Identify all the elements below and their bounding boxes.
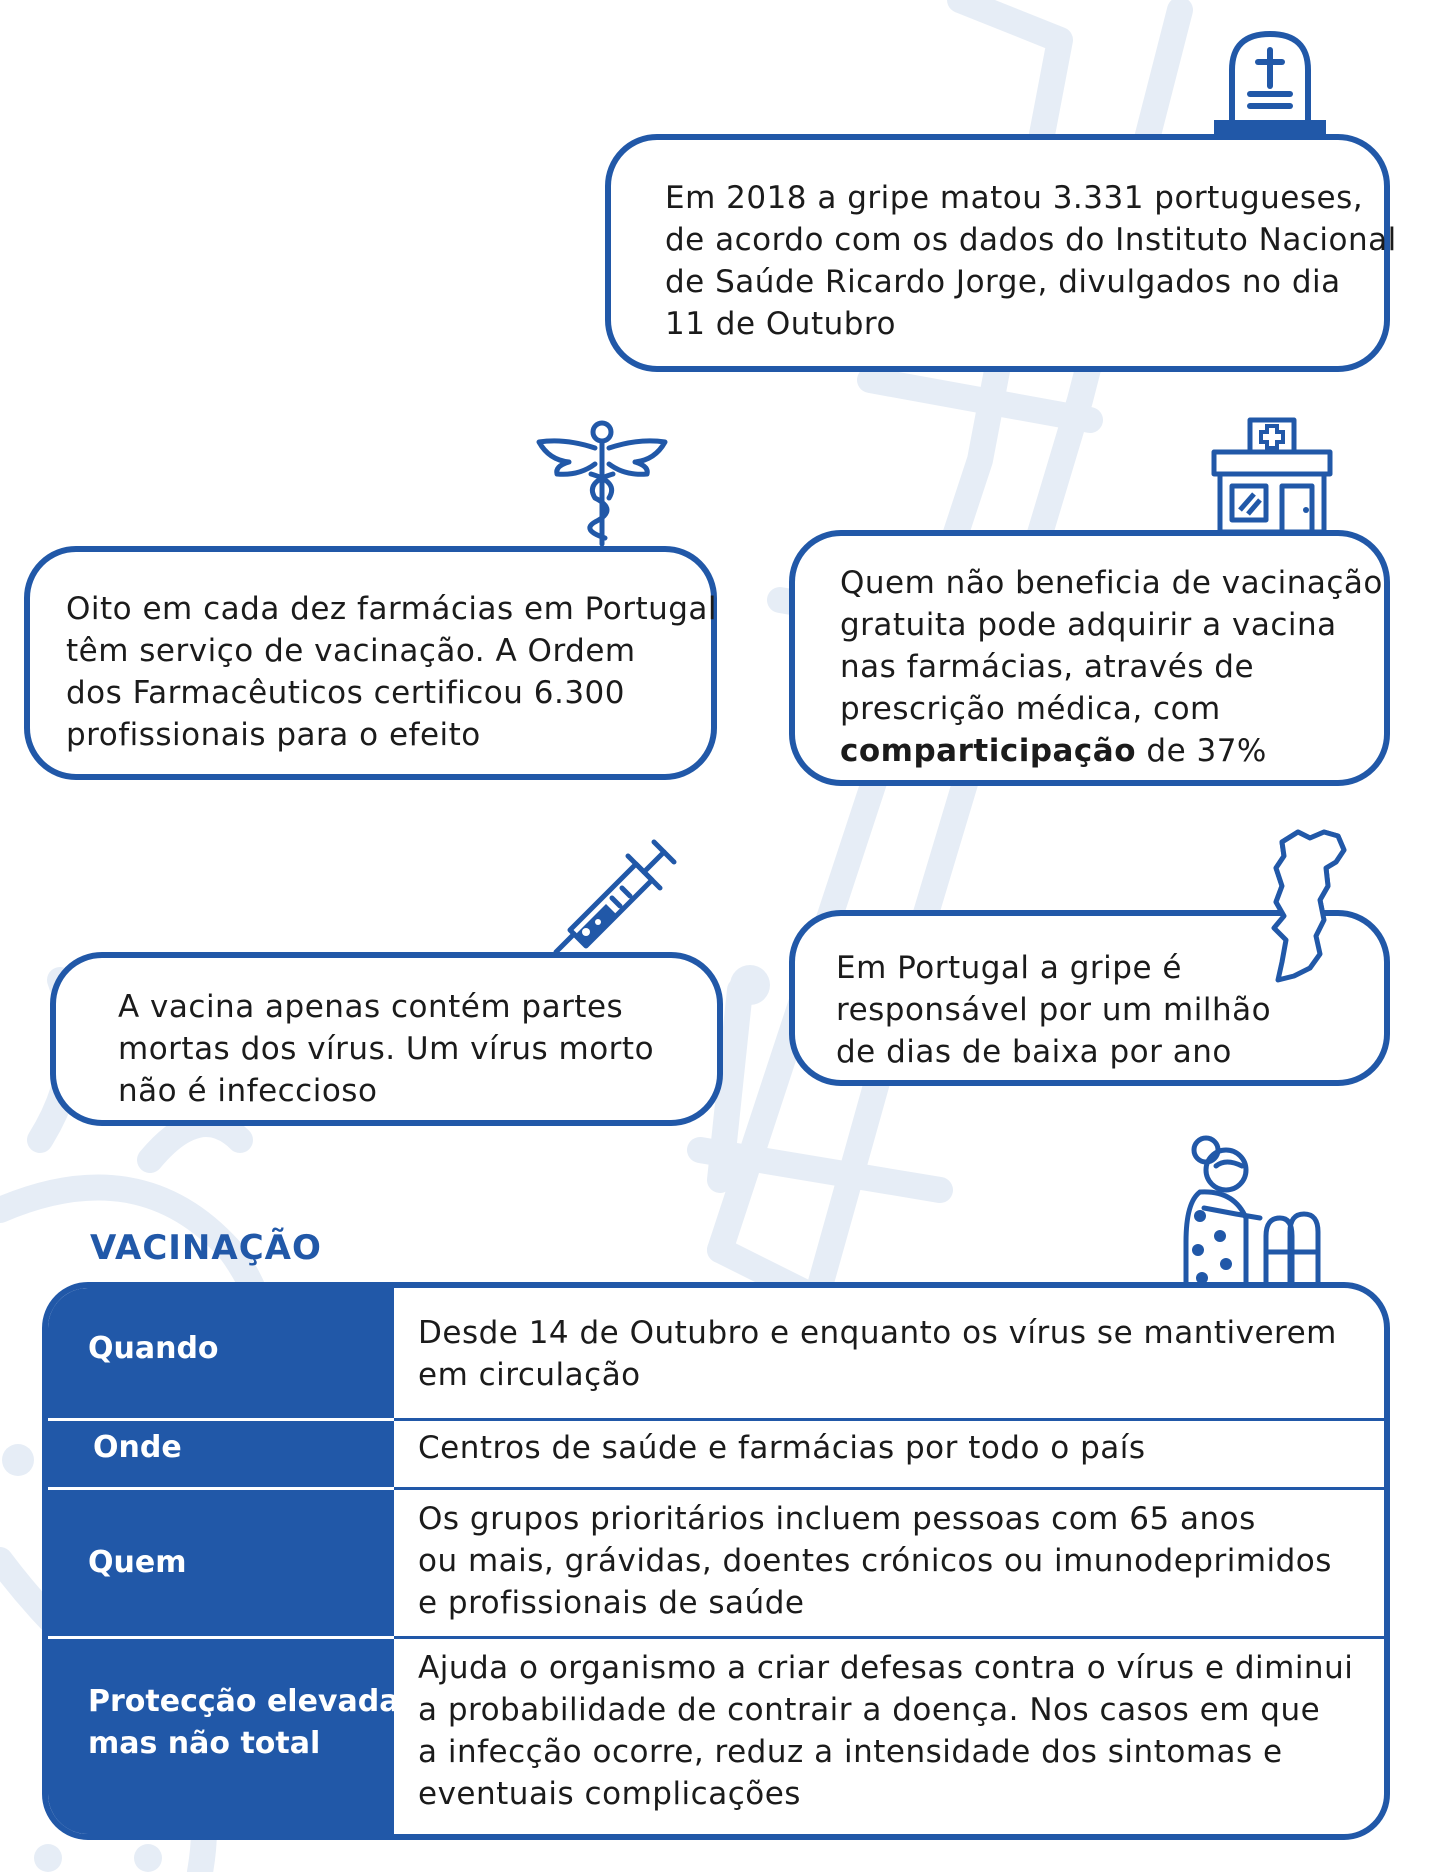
row-value-when [418,1312,1337,1396]
row-label-when [88,1328,219,1370]
syringe-icon [552,826,684,956]
row-value-where [418,1427,1146,1469]
value-line: Ajuda o organismo a criar defesas contra o vírus e diminui [418,1650,1354,1686]
caduceus-icon [535,418,669,548]
row-label-where [93,1427,182,1469]
label-line: Quando [88,1331,219,1366]
card-line: Oito em cada dez farmácias em Portugal [66,591,718,627]
label-line: Protecção elevada [88,1684,400,1719]
row-label-who [88,1542,186,1584]
value-line: Desde 14 de Outubro e enquanto os vírus se mantiverem [418,1315,1337,1351]
card-line: têm serviço de vacinação. A Ordem [66,633,636,669]
card-line: Em Portugal a gripe é [836,950,1182,986]
card-line: Quem não beneficia de vacinação [840,565,1383,601]
card-line: dos Farmacêuticos certificou 6.300 [66,675,625,711]
row-label-protection [88,1681,399,1765]
card-line: 11 de Outubro [665,306,896,342]
label-line: mas não total [88,1726,321,1761]
card-line: A vacina apenas contém partes [118,989,624,1025]
card-line: profissionais para o efeito [66,717,481,753]
value-line: ou mais, grávidas, doentes crónicos ou imunodeprimidos [418,1543,1332,1579]
label-line: Onde [93,1430,182,1465]
card-flu-deaths [605,134,1397,372]
card-line: gratuita pode adquirir a vacina [840,607,1337,643]
card-line: de Saúde Ricardo Jorge, divulgados no dia [665,264,1341,300]
pharmacy-building-icon [1210,416,1334,534]
value-line: eventuais complicações [418,1776,801,1812]
tombstone-icon [1212,28,1328,136]
card-pharmacies [24,546,717,780]
card-line: de dias de baixa por ano [836,1034,1232,1070]
card-purchase-vaccine [789,530,1390,786]
vaccination-table [42,1282,1390,1840]
portugal-map-icon [1266,828,1350,984]
card-line: prescrição médica, com [840,691,1221,727]
elderly-woman-walker-icon [1180,1132,1338,1286]
row-value-who [418,1498,1332,1624]
reimbursement-bold: comparticipação [840,733,1137,769]
reimbursement-rate: de 37% [1136,733,1267,769]
card-line [840,730,1384,772]
section-title: VACINAÇÃO [90,1228,322,1268]
card-line: nas farmácias, através de [840,649,1255,685]
value-line: a infecção ocorre, reduz a intensidade dos sintomas e [418,1734,1283,1770]
card-line: mortas dos vírus. Um vírus morto [118,1031,655,1067]
table-row [48,1421,1384,1487]
card-vaccine-content [50,952,723,1126]
value-line: Centros de saúde e farmácias por todo o país [418,1430,1146,1466]
label-line: Quem [88,1545,187,1580]
table-row [48,1288,1384,1410]
row-value-protection [418,1647,1353,1815]
card-line: não é infeccioso [118,1073,378,1109]
table-row [48,1490,1384,1636]
value-line: em circulação [418,1357,641,1393]
value-line: e profissionais de saúde [418,1585,805,1621]
card-line: responsável por um milhão [836,992,1272,1028]
value-line: Os grupos prioritários incluem pessoas com 65 anos [418,1501,1256,1537]
value-line: a probabilidade de contrair a doença. Nos casos em que [418,1692,1321,1728]
card-line: Em 2018 a gripe matou 3.331 portugueses, [665,180,1364,216]
table-row [48,1639,1384,1839]
card-line: de acordo com os dados do Instituto Nacional [665,222,1397,258]
